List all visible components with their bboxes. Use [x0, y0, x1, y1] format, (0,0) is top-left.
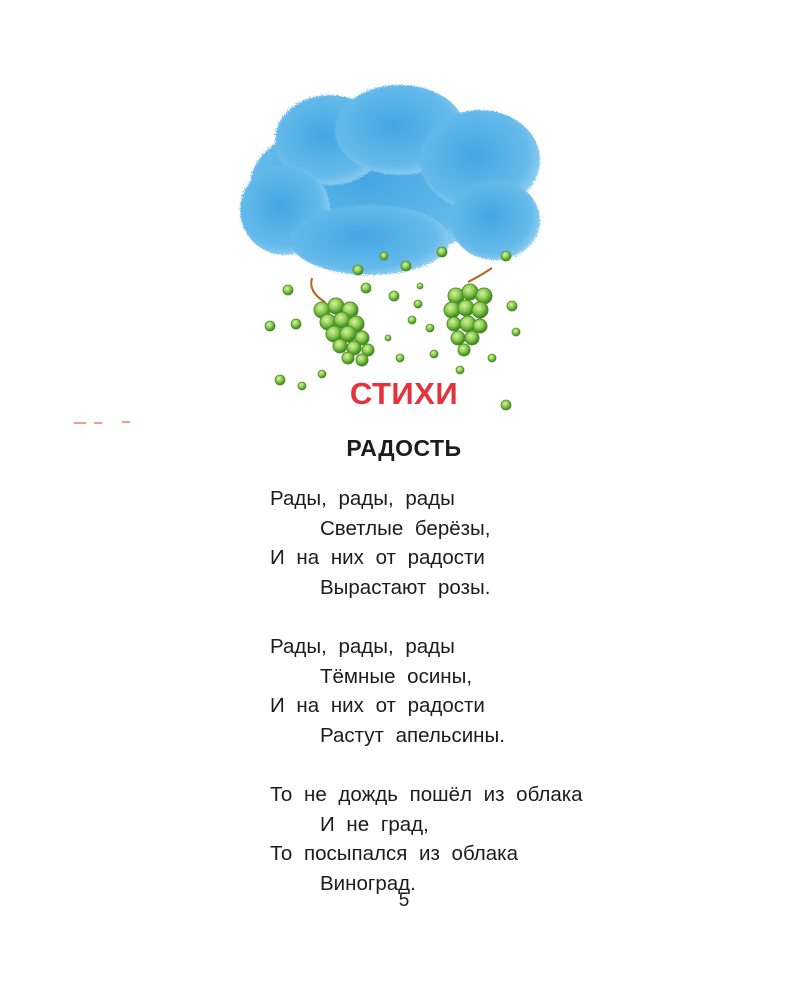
poem-line: Виноград. — [320, 871, 416, 895]
poem-line: Светлые берёзы, — [320, 516, 491, 540]
page-number: 5 — [398, 890, 410, 911]
stanza — [270, 780, 690, 898]
cloud-raining-grapes-icon — [230, 70, 550, 420]
poem-title: РАДОСТЬ — [346, 435, 462, 461]
poem-line: То не дождь пошёл из облака — [270, 783, 583, 806]
poem-line: Рады, рады, рады — [270, 487, 455, 510]
poem-body — [270, 484, 690, 928]
poem-line: Тёмные осины, — [320, 664, 473, 688]
poem-line: Рады, рады, рады — [270, 635, 455, 658]
page-edge-mark — [72, 419, 142, 427]
stanza — [270, 484, 690, 602]
poem-line: И не град, — [320, 812, 429, 836]
cloud-icon — [240, 85, 540, 275]
poem-line: Вырастают розы. — [320, 575, 491, 599]
poem-line: Растут апельсины. — [320, 723, 505, 747]
stanza — [270, 632, 690, 750]
poem-line: И на них от радости — [270, 546, 485, 569]
section-title: СТИХИ — [349, 376, 459, 411]
poem-line: То посыпался из облака — [270, 842, 518, 865]
grape-bunch-right-icon — [444, 268, 492, 356]
poem-line: И на них от радости — [270, 694, 485, 717]
